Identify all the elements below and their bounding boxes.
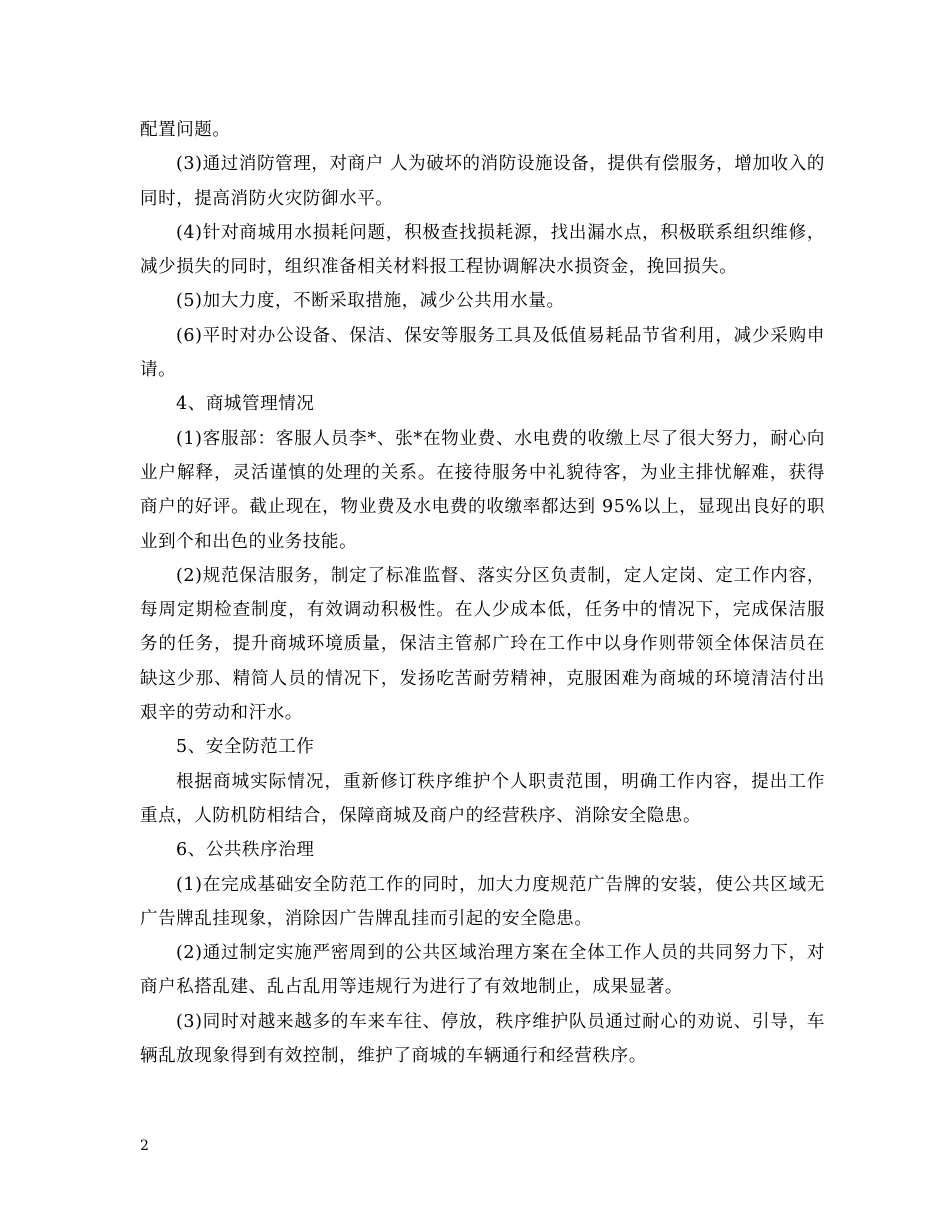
paragraph: (4)针对商城用水损耗问题，积极查找损耗源，找出漏水点，积极联系组织维修，减少损失的同时，组织准备相关材料报工程协调解决水损资金，挽回损失。 xyxy=(140,222,825,278)
paragraph: (1)在完成基础安全防范工作的同时，加大力度规范广告牌的安装，使公共区域无广告牌乱挂现象，消除因广告牌乱挂而引起的安全隐患。 xyxy=(140,874,825,929)
paragraph: (3)通过消防管理，对商户 人为破坏的消防设施设备，提供有偿服务，增加收入的同时，提高消防火灾防御水平。 xyxy=(140,154,825,209)
page-number: 2 xyxy=(140,1138,149,1154)
paragraph: 根据商城实际情况，重新修订秩序维护个人职责范围，明确工作内容，提出工作重点，人防机防相结合，保障商城及商户的经营秩序、消除安全隐患。 xyxy=(140,771,825,826)
paragraph: 配置问题。 xyxy=(140,120,231,140)
paragraph: (1)客服部：客服人员李*、张*在物业费、水电费的收缴上尽了很大努力，耐心向业户解释，灵活谨慎的处理的关系。在接待服务中礼貌待客，为业主排忧解难，获得商户的好评。截止现在，物业费及水电费的收缴率都达到 95%以上，显现出良好的职业到个和出色的业务技能。 xyxy=(140,428,825,552)
section-heading: 6、公共秩序治理 xyxy=(176,840,315,861)
paragraph: (2)通过制定实施严密周到的公共区域治理方案在全体工作人员的共同努力下，对商户私搭乱建、乱占乱用等违规行为进行了有效地制止，成果显著。 xyxy=(140,943,825,998)
paragraph: (5)加大力度，不断采取措施，减少公共用水量。 xyxy=(176,291,565,312)
paragraph: (3)同时对越来越多的车来车往、停放，秩序维护队员通过耐心的劝说、引导，车辆乱放现象得到有效控制，维护了商城的车辆通行和经营秩序。 xyxy=(140,1011,825,1067)
section-heading: 4、商城管理情况 xyxy=(176,394,315,415)
paragraph: (2)规范保洁服务，制定了标准监督、落实分区负责制，定人定岗、定工作内容，每周定期检查制度，有效调动积极性。在人少成本低，任务中的情况下，完成保洁服务的任务，提升商城环境质量，保洁主管郝广玲在工作中以身作则带领全体保洁员在缺这少那、精简人员的情况下，发扬吃苦耐劳精神，克服困难为商城的环境清洁付出艰辛的劳动和汗水。 xyxy=(140,565,825,724)
section-heading: 5、安全防范工作 xyxy=(176,737,315,758)
paragraph: (6)平时对办公设备、保洁、保安等服务工具及低值易耗品节省利用，减少采购申请。 xyxy=(140,325,825,381)
document-body xyxy=(140,113,825,1073)
